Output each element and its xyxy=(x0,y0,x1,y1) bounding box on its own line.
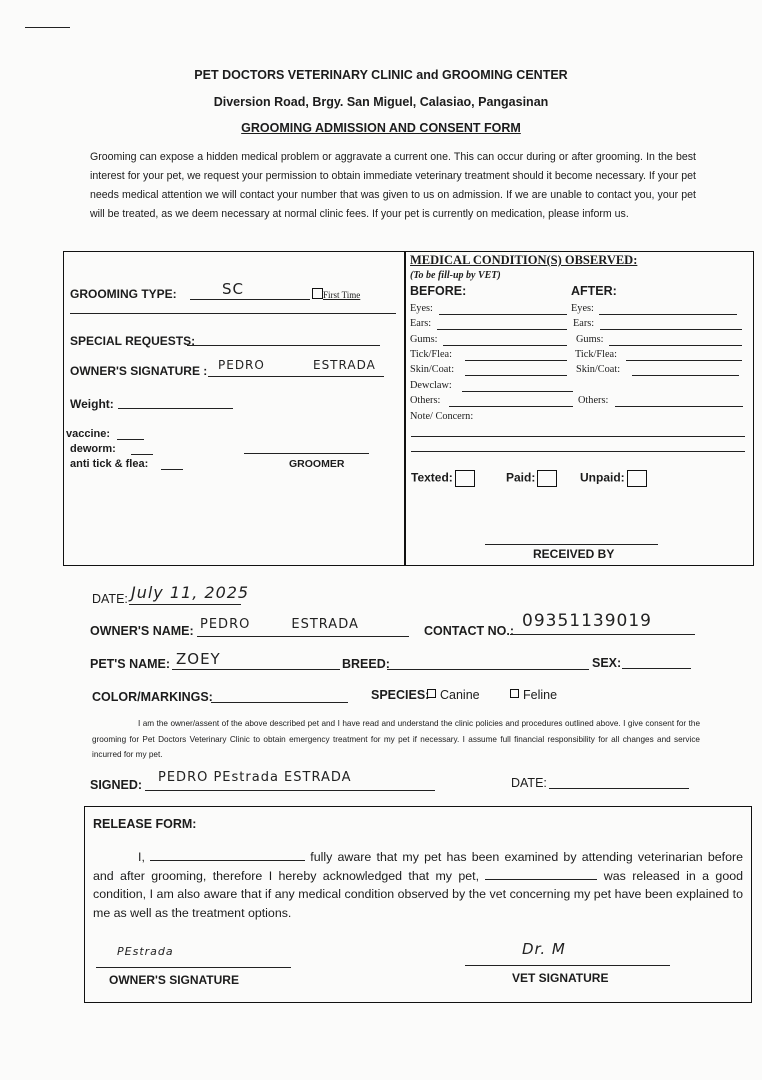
clinic-address: Diversion Road, Brgy. San Miguel, Calasiao, Pangasinan xyxy=(213,95,549,109)
breed-line xyxy=(387,669,589,670)
date-line xyxy=(129,604,241,605)
contact-value[interactable]: 09351139019 xyxy=(522,611,652,631)
deworm-line xyxy=(131,454,153,455)
contact-line xyxy=(510,634,695,635)
first-time-checkbox[interactable] xyxy=(312,288,360,300)
vaccine-label: vaccine: xyxy=(66,428,111,440)
feline-checkbox[interactable] xyxy=(510,689,519,698)
groomer-line xyxy=(244,453,369,454)
release-title: RELEASE FORM: xyxy=(93,817,197,831)
release-text-1: I, xyxy=(138,850,151,864)
form-title: GROOMING ADMISSION AND CONSENT FORM xyxy=(241,121,521,135)
vet-signature-label: VET SIGNATURE xyxy=(512,971,609,985)
after-ears: Ears: xyxy=(573,318,595,329)
before-ears: Ears: xyxy=(410,318,432,329)
vet-signature-value[interactable]: Dr. M xyxy=(522,940,566,958)
feline-option[interactable] xyxy=(510,688,557,702)
consent-paragraph: I am the owner/assent of the above described pet and I have read and understand the clinic policies and procedures outlined above. I give consent for the grooming for Pet Doctors Veterinary Clinic to obtain emergency treatment for my pet if necessary. I assume full financial responsibility for all changes and service incurred for my pet. xyxy=(92,719,700,759)
after-gums: Gums: xyxy=(576,334,604,345)
color-line xyxy=(211,702,348,703)
after-others: Others: xyxy=(578,395,609,406)
release-owner-signature-line xyxy=(96,967,291,968)
date-label: DATE: xyxy=(92,592,128,606)
after-skin-line xyxy=(632,375,739,376)
signed-line xyxy=(145,790,435,791)
groomer-label: GROOMER xyxy=(289,458,345,470)
after-tick-line xyxy=(626,360,742,361)
before-skin: Skin/Coat: xyxy=(410,364,455,375)
intro-paragraph: Grooming can expose a hidden medical problem or aggravate a current one. This can occur during or after grooming. In the best interest for your pet, we request your permission to obtain immediate veterinary treatment should it become necessary. If your pet needs medical attention we will contact your number that was given to us on admission. If we are unable to contact you, your pet will be treated, as we deem necessary at normal clinic fees. If your pet is currently on medication, please inform us. xyxy=(90,151,696,220)
texted-label: Texted: xyxy=(411,470,453,485)
release-text-2: fully aware that my pet has been examined by attending veterinarian before and after grooming, therefore I hereby acknowledged that my pet, xyxy=(93,850,743,883)
grooming-type-line xyxy=(190,299,310,300)
weight-label: Weight: xyxy=(70,397,114,411)
vet-signature-line xyxy=(465,965,670,966)
after-eyes-line xyxy=(599,314,737,315)
before-skin-line xyxy=(465,375,567,376)
pet-name-label: PET'S NAME: xyxy=(90,657,171,671)
owner-signature-line xyxy=(208,376,384,377)
after-skin: Skin/Coat: xyxy=(576,364,621,375)
before-dewclaw-line xyxy=(462,391,573,392)
canine-checkbox[interactable] xyxy=(427,689,436,698)
before-label: BEFORE: xyxy=(410,284,467,298)
feline-label: Feline xyxy=(523,688,558,702)
before-ears-line xyxy=(437,329,567,330)
before-eyes: Eyes: xyxy=(410,303,433,314)
note-line-1 xyxy=(411,436,745,437)
canine-label: Canine xyxy=(440,688,480,702)
color-label: COLOR/MARKINGS: xyxy=(92,690,213,704)
owner-name-value[interactable]: PEDRO ESTRADA xyxy=(200,617,359,632)
weight-line xyxy=(118,408,233,409)
clinic-name: PET DOCTORS VETERINARY CLINIC and GROOMING CENTER xyxy=(194,68,568,82)
grooming-type-line-2 xyxy=(70,313,396,314)
canine-option[interactable] xyxy=(427,688,480,702)
received-by-label: RECEIVED BY xyxy=(533,547,615,561)
signed-date-label: DATE: xyxy=(511,776,547,790)
after-others-line xyxy=(615,406,743,407)
before-others-line xyxy=(449,406,573,407)
release-owner-signature-value[interactable]: PEstrada xyxy=(117,945,174,958)
paid-field[interactable] xyxy=(506,470,557,487)
anti-tick-line xyxy=(161,469,183,470)
note-label: Note/ Concern: xyxy=(410,411,474,422)
unpaid-field[interactable] xyxy=(580,470,647,487)
contact-label: CONTACT NO.: xyxy=(424,624,515,638)
release-text-3: was released in a good condition, I am also aware that if any medical condition observed by the vet concerning my pet have been explained to me as well as the treatment options. xyxy=(93,868,743,920)
pet-name-line xyxy=(172,669,340,670)
note-line-2 xyxy=(411,451,745,452)
owner-name-label: OWNER'S NAME: xyxy=(90,624,194,638)
anti-tick-label: anti tick & flea: xyxy=(70,458,149,470)
signed-date-line xyxy=(549,788,689,789)
owner-signature-label: OWNER'S SIGNATURE : xyxy=(70,364,208,378)
paid-checkbox[interactable] xyxy=(537,470,557,487)
texted-checkbox[interactable] xyxy=(455,470,475,487)
vaccine-line xyxy=(117,439,144,440)
grooming-type-value[interactable]: SC xyxy=(222,280,244,298)
after-label: AFTER: xyxy=(571,284,617,298)
species-label: SPECIES: xyxy=(371,688,430,702)
before-eyes-line xyxy=(439,314,567,315)
release-pet-blank[interactable] xyxy=(485,867,597,880)
grooming-type-label: GROOMING TYPE: xyxy=(70,287,177,301)
signed-value[interactable]: PEDRO PEstrada ESTRADA xyxy=(158,770,352,785)
scan-mark xyxy=(25,27,70,28)
before-gums-line xyxy=(443,345,567,346)
after-tick: Tick/Flea: xyxy=(575,349,617,360)
sex-line xyxy=(622,668,691,669)
unpaid-checkbox[interactable] xyxy=(627,470,647,487)
unpaid-label: Unpaid: xyxy=(580,470,625,485)
after-gums-line xyxy=(609,345,742,346)
pet-name-value[interactable]: ZOEY xyxy=(176,650,221,668)
before-gums: Gums: xyxy=(410,334,438,345)
after-eyes: Eyes: xyxy=(571,303,594,314)
special-requests-label: SPECIAL REQUESTS: xyxy=(70,334,196,348)
before-others: Others: xyxy=(410,395,441,406)
deworm-label: deworm: xyxy=(70,443,116,455)
signed-label: SIGNED: xyxy=(90,778,143,792)
release-owner-blank[interactable] xyxy=(150,848,305,861)
before-dewclaw: Dewclaw: xyxy=(410,380,452,391)
medical-title: MEDICAL CONDITION(S) OBSERVED: xyxy=(410,253,638,267)
checkbox-icon[interactable] xyxy=(312,288,323,299)
owner-signature-value[interactable]: PEDRO ESTRADA xyxy=(218,358,376,372)
first-time-label: First Time xyxy=(323,290,361,300)
received-by-line xyxy=(485,544,658,545)
sex-label: SEX: xyxy=(592,656,622,670)
release-owner-signature-label: OWNER'S SIGNATURE xyxy=(109,973,239,987)
breed-label: BREED: xyxy=(342,657,390,671)
paid-label: Paid: xyxy=(506,470,536,485)
owner-name-line xyxy=(197,636,409,637)
box-divider xyxy=(404,252,406,565)
texted-field[interactable] xyxy=(411,470,475,487)
before-tick: Tick/Flea: xyxy=(410,349,452,360)
before-tick-line xyxy=(465,360,567,361)
date-value[interactable]: July 11, 2025 xyxy=(131,583,250,602)
release-paragraph xyxy=(93,848,743,922)
after-ears-line xyxy=(600,329,742,330)
special-requests-line xyxy=(187,345,380,346)
medical-subtitle: (To be fill-up by VET) xyxy=(410,270,501,281)
